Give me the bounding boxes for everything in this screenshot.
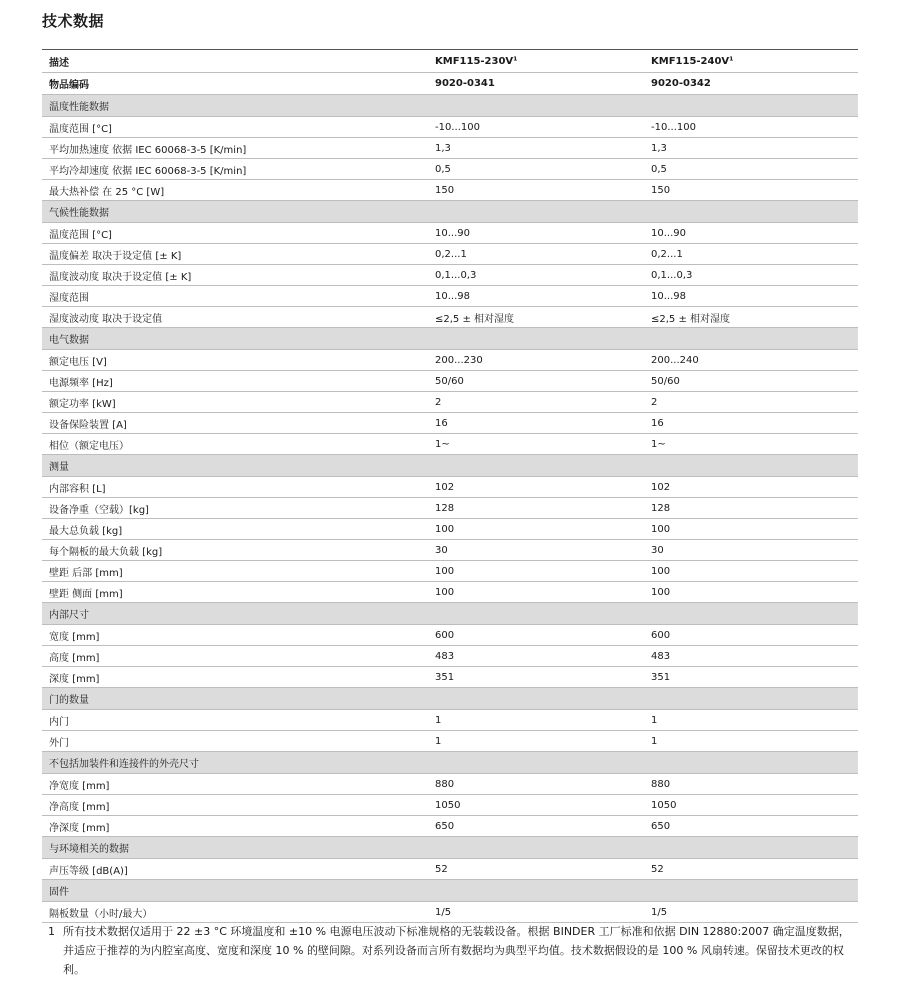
row-value-230v: 102	[435, 481, 455, 493]
section-title: 测量	[49, 462, 69, 473]
footnote-number: 1	[48, 925, 55, 938]
row-label: 净宽度 [mm]	[49, 780, 110, 792]
row-value-230v: ≤2,5 ± 相对湿度	[435, 313, 515, 325]
table-row	[42, 816, 858, 837]
table-row	[42, 265, 858, 286]
row-value-230v: 1050	[435, 799, 461, 811]
row-value-240v: 30	[651, 544, 664, 556]
table-row	[42, 710, 858, 731]
section-title: 门的数量	[49, 695, 89, 706]
row-label: 温度波动度 取决于设定值 [± K]	[49, 271, 192, 283]
section-title: 不包括加装件和连接件的外壳尺寸	[49, 759, 199, 770]
row-value-240v: 1	[651, 735, 658, 747]
row-value-240v: 1	[651, 714, 658, 726]
row-value-240v: 1~	[651, 438, 666, 450]
row-label: 电源频率 [Hz]	[49, 377, 113, 389]
row-value-230v: 150	[435, 184, 455, 196]
row-value-240v: 1050	[651, 799, 677, 811]
table-row	[42, 625, 858, 646]
row-value-240v: 102	[651, 481, 671, 493]
row-label: 高度 [mm]	[49, 652, 100, 664]
row-label: 深度 [mm]	[49, 673, 100, 685]
table-row	[42, 519, 858, 540]
row-value-230v: 30	[435, 544, 448, 556]
row-value-240v: 880	[651, 778, 671, 790]
tech-data-table	[42, 49, 858, 923]
section-header-row	[42, 880, 858, 902]
section-title: 气候性能数据	[49, 208, 109, 219]
row-value-230v: 200...230	[435, 354, 483, 366]
row-label: 宽度 [mm]	[49, 631, 100, 643]
row-label: 每个隔板的最大负载 [kg]	[49, 546, 163, 558]
table-row	[42, 223, 858, 244]
row-value-230v: 100	[435, 565, 455, 577]
table-body	[42, 95, 858, 923]
row-label: 净高度 [mm]	[49, 801, 110, 813]
section-title: 固件	[49, 887, 69, 898]
article-number-row	[42, 73, 858, 95]
row-value-240v: 483	[651, 650, 671, 662]
row-value-230v: 10...90	[435, 227, 470, 239]
table-row	[42, 561, 858, 582]
table-row	[42, 138, 858, 159]
header-model-230v: KMF115-230V¹	[435, 55, 518, 67]
row-label: 隔板数量（小时/最大）	[49, 908, 153, 920]
row-value-230v: 483	[435, 650, 455, 662]
row-value-240v: 1/5	[651, 906, 668, 918]
row-value-230v: 100	[435, 523, 455, 535]
article-number-230v: 9020-0341	[435, 78, 495, 89]
section-title: 电气数据	[49, 335, 89, 346]
row-label: 内门	[49, 716, 69, 728]
row-value-230v: 1	[435, 714, 442, 726]
header-model-240v: KMF115-240V¹	[651, 55, 734, 67]
table-row	[42, 244, 858, 265]
row-value-240v: 351	[651, 671, 671, 683]
row-label: 平均冷却速度 依据 IEC 60068-3-5 [K/min]	[49, 165, 247, 177]
row-value-230v: 1	[435, 735, 442, 747]
section-header-row	[42, 688, 858, 710]
table-row	[42, 774, 858, 795]
table-row	[42, 117, 858, 138]
table-row	[42, 159, 858, 180]
row-label: 平均加热速度 依据 IEC 60068-3-5 [K/min]	[49, 144, 247, 156]
row-value-240v: 10...90	[651, 227, 686, 239]
row-value-230v: 0,1...0,3	[435, 269, 477, 281]
article-number-label: 物品编码	[49, 80, 89, 91]
row-value-240v: 128	[651, 502, 671, 514]
table-row	[42, 859, 858, 880]
section-header-row	[42, 201, 858, 223]
table-row	[42, 477, 858, 498]
row-value-240v: 650	[651, 820, 671, 832]
row-value-230v: 880	[435, 778, 455, 790]
row-label: 额定电压 [V]	[49, 356, 107, 368]
section-header-row	[42, 837, 858, 859]
section-title: 与环境相关的数据	[49, 844, 129, 855]
row-value-240v: 100	[651, 565, 671, 577]
row-label: 设备保险装置 [A]	[49, 419, 127, 431]
row-value-240v: 150	[651, 184, 671, 196]
table-row	[42, 731, 858, 752]
row-value-230v: -10...100	[435, 121, 480, 133]
row-value-230v: 0,2...1	[435, 248, 467, 260]
table-row	[42, 795, 858, 816]
table-row	[42, 540, 858, 561]
table-row	[42, 498, 858, 519]
row-value-230v: 600	[435, 629, 455, 641]
row-value-240v: 10...98	[651, 290, 686, 302]
section-header-row	[42, 752, 858, 774]
row-label: 设备净重（空载）[kg]	[49, 504, 149, 516]
row-label: 湿度范围	[49, 292, 89, 304]
row-label: 温度偏差 取决于设定值 [± K]	[49, 250, 182, 262]
table-row	[42, 392, 858, 413]
footnote	[42, 922, 858, 979]
section-header-row	[42, 603, 858, 625]
row-value-240v: 0,5	[651, 163, 667, 175]
row-value-230v: 128	[435, 502, 455, 514]
table-row	[42, 413, 858, 434]
row-value-230v: 16	[435, 417, 448, 429]
header-description: 描述	[49, 57, 69, 69]
table-row	[42, 582, 858, 603]
table-row	[42, 350, 858, 371]
row-label: 湿度波动度 取决于设定值	[49, 313, 163, 325]
row-value-240v: 100	[651, 523, 671, 535]
table-row	[42, 434, 858, 455]
table-row	[42, 307, 858, 328]
row-label: 外门	[49, 737, 69, 749]
row-label: 壁距 侧面 [mm]	[49, 588, 123, 600]
row-label: 相位（额定电压）	[49, 440, 129, 452]
row-value-240v: ≤2,5 ± 相对湿度	[651, 313, 731, 325]
row-label: 内部容积 [L]	[49, 483, 106, 495]
row-value-240v: -10...100	[651, 121, 696, 133]
table-row	[42, 286, 858, 307]
table-row	[42, 646, 858, 667]
row-value-240v: 1,3	[651, 142, 667, 154]
section-header-row	[42, 95, 858, 117]
page-title: 技术数据	[42, 12, 105, 30]
row-value-230v: 650	[435, 820, 455, 832]
row-value-230v: 2	[435, 396, 442, 408]
section-title: 温度性能数据	[49, 102, 109, 113]
row-value-240v: 50/60	[651, 375, 680, 387]
row-value-230v: 1~	[435, 438, 450, 450]
row-value-240v: 52	[651, 863, 664, 875]
table-row	[42, 667, 858, 688]
row-value-230v: 50/60	[435, 375, 464, 387]
table-row	[42, 180, 858, 201]
row-value-240v: 200...240	[651, 354, 699, 366]
row-label: 声压等级 [dB(A)]	[49, 865, 128, 877]
table-row	[42, 371, 858, 392]
row-label: 净深度 [mm]	[49, 822, 110, 834]
row-value-230v: 0,5	[435, 163, 451, 175]
section-header-row	[42, 328, 858, 350]
article-number-240v: 9020-0342	[651, 78, 711, 89]
row-value-240v: 600	[651, 629, 671, 641]
section-header-row	[42, 455, 858, 477]
row-value-240v: 2	[651, 396, 658, 408]
row-value-230v: 351	[435, 671, 455, 683]
row-value-240v: 16	[651, 417, 664, 429]
row-value-230v: 1,3	[435, 142, 451, 154]
row-label: 最大总负载 [kg]	[49, 525, 123, 537]
footnote-text: 所有技术数据仅适用于 22 ±3 °C 环境温度和 ±10 % 电源电压波动下标准规格的无装载设备。根据 BINDER 工厂标准和依据 DIN 12880:2007 确定温度数据，并适应于推荐的为内腔室高度、宽度和深度 10 % 的壁间隙。对系列设备而言所有数据均为典型平均值。技术数据假设的是 100 % 风扇转速。保留技术更改的权利。	[63, 925, 850, 976]
row-value-240v: 0,2...1	[651, 248, 683, 260]
row-value-230v: 100	[435, 586, 455, 598]
row-value-240v: 0,1...0,3	[651, 269, 693, 281]
table-header-row	[42, 50, 858, 73]
row-value-230v: 1/5	[435, 906, 452, 918]
section-title: 内部尺寸	[49, 610, 89, 621]
row-value-230v: 10...98	[435, 290, 470, 302]
table-row	[42, 902, 858, 923]
row-label: 最大热补偿 在 25 °C [W]	[49, 186, 165, 198]
row-value-230v: 52	[435, 863, 448, 875]
row-label: 温度范围 [°C]	[49, 229, 112, 241]
row-label: 壁距 后部 [mm]	[49, 567, 123, 579]
row-label: 额定功率 [kW]	[49, 398, 116, 410]
row-value-240v: 100	[651, 586, 671, 598]
row-label: 温度范围 [°C]	[49, 123, 112, 135]
